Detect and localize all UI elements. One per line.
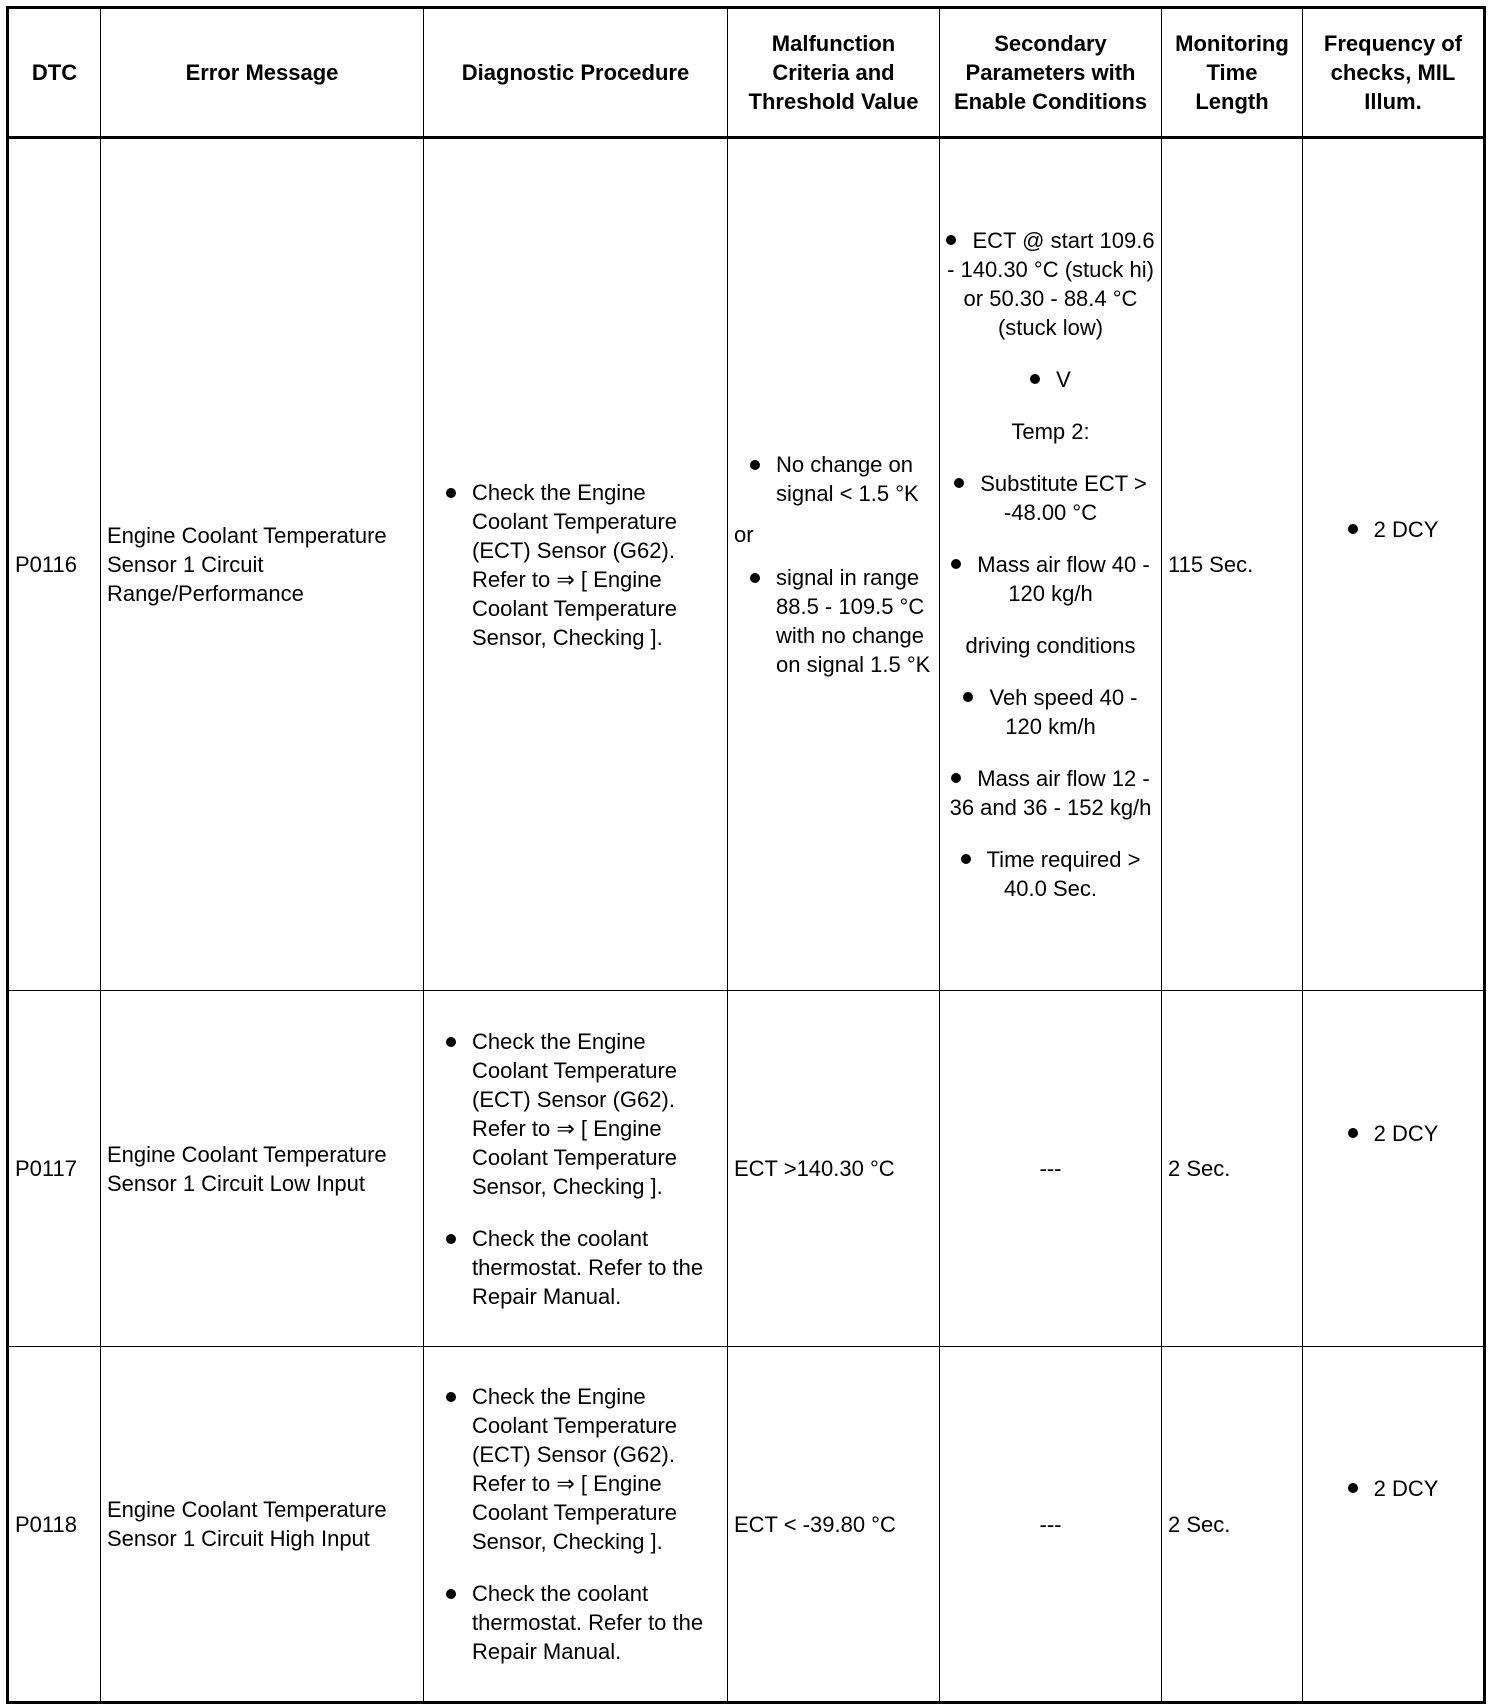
dtc-code: P0118	[8, 1347, 101, 1703]
bullet-icon	[954, 478, 964, 488]
monitoring-time: 115 Sec.	[1162, 138, 1303, 991]
bullet-icon	[1348, 1483, 1358, 1493]
table-row	[8, 138, 1485, 991]
criteria-item: signal in range 88.5 - 109.5 °C with no change on signal 1.5 °K	[734, 563, 933, 679]
malfunction-criteria: ECT >140.30 °C	[728, 991, 940, 1347]
error-message: Engine Coolant Temperature Sensor 1 Circuit High Input	[101, 1347, 424, 1703]
bullet-icon	[1348, 524, 1358, 534]
bullet-icon	[750, 573, 760, 583]
monitoring-time: 2 Sec.	[1162, 991, 1303, 1347]
malfunction-criteria	[728, 138, 940, 991]
header-malfunction-criteria: Malfunction Criteria and Threshold Value	[728, 8, 940, 138]
procedure-item: Check the Engine Coolant Temperature (ECT) Sensor (G62). Refer to ⇒ [ Engine Coolant Temperature Sensor, Checking ].	[430, 478, 721, 652]
dtc-code: P0117	[8, 991, 101, 1347]
bullet-icon	[446, 1037, 456, 1047]
frequency	[1303, 991, 1485, 1347]
secondary-parameters	[940, 138, 1162, 991]
monitoring-time: 2 Sec.	[1162, 1347, 1303, 1703]
bullet-icon	[951, 773, 961, 783]
bullet-icon	[446, 1589, 456, 1599]
table-row	[8, 1347, 1485, 1703]
header-dtc: DTC	[8, 8, 101, 138]
criteria-item: No change on signal < 1.5 °K	[734, 450, 933, 508]
secondary-parameters: ---	[940, 1347, 1162, 1703]
header-diagnostic-procedure: Diagnostic Procedure	[424, 8, 728, 138]
bullet-icon	[446, 1392, 456, 1402]
procedure-item: Check the Engine Coolant Temperature (ECT) Sensor (G62). Refer to ⇒ [ Engine Coolant Temperature Sensor, Checking ].	[430, 1382, 721, 1556]
frequency	[1303, 1347, 1485, 1703]
header-monitoring-time: Monitoring Time Length	[1162, 8, 1303, 138]
frequency-item: 2 DCY	[1309, 1119, 1477, 1148]
secondary-item: Veh speed 40 - 120 km/h	[946, 683, 1155, 741]
diagnostic-procedure	[424, 138, 728, 991]
secondary-item: V	[946, 365, 1155, 394]
bullet-icon	[1030, 374, 1040, 384]
bullet-icon	[446, 1234, 456, 1244]
secondary-parameters: ---	[940, 991, 1162, 1347]
diagnostic-procedure	[424, 1347, 728, 1703]
frequency-item: 2 DCY	[1309, 1474, 1477, 1503]
secondary-item: ECT @ start 109.6 - 140.30 °C (stuck hi) or 50.30 - 88.4 °C (stuck low)	[947, 228, 1155, 340]
error-message: Engine Coolant Temperature Sensor 1 Circuit Low Input	[101, 991, 424, 1347]
dtc-table	[6, 6, 1486, 1704]
diagnostic-procedure	[424, 991, 728, 1347]
bullet-icon	[946, 235, 956, 245]
procedure-item: Check the coolant thermostat. Refer to the Repair Manual.	[430, 1579, 721, 1666]
bullet-icon	[963, 692, 973, 702]
secondary-item: Time required > 40.0 Sec.	[946, 845, 1155, 903]
secondary-item: Mass air flow 12 - 36 and 36 - 152 kg/h	[949, 766, 1152, 820]
bullet-icon	[951, 559, 961, 569]
procedure-item: Check the Engine Coolant Temperature (ECT) Sensor (G62). Refer to ⇒ [ Engine Coolant Temperature Sensor, Checking ].	[430, 1027, 721, 1201]
table-row	[8, 991, 1485, 1347]
error-message: Engine Coolant Temperature Sensor 1 Circuit Range/Performance	[101, 138, 424, 991]
bullet-icon	[446, 488, 456, 498]
criteria-or: or	[734, 522, 754, 547]
bullet-icon	[750, 460, 760, 470]
secondary-item: Mass air flow 40 - 120 kg/h	[946, 550, 1155, 608]
procedure-item: Check the coolant thermostat. Refer to the Repair Manual.	[430, 1224, 721, 1311]
header-error-message: Error Message	[101, 8, 424, 138]
frequency-item: 2 DCY	[1309, 515, 1477, 544]
frequency	[1303, 138, 1485, 991]
secondary-item: Substitute ECT > -48.00 °C	[946, 469, 1155, 527]
header-secondary-parameters: Secondary Parameters with Enable Conditions	[940, 8, 1162, 138]
secondary-label: Temp 2:	[1011, 419, 1090, 444]
header-row	[8, 8, 1485, 138]
header-frequency: Frequency of checks, MIL Illum.	[1303, 8, 1485, 138]
secondary-label: driving conditions	[965, 633, 1136, 658]
dtc-code: P0116	[8, 138, 101, 991]
malfunction-criteria: ECT < -39.80 °C	[728, 1347, 940, 1703]
bullet-icon	[1348, 1128, 1358, 1138]
bullet-icon	[961, 854, 971, 864]
